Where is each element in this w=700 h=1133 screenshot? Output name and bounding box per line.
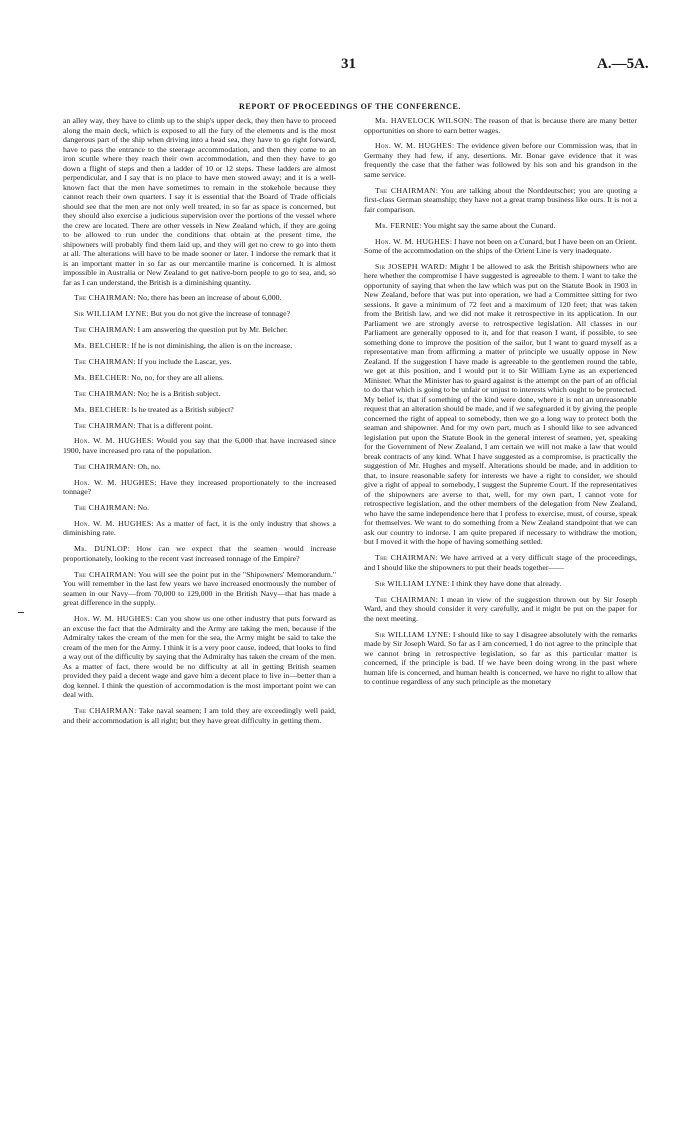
paragraph-text: : How can we expect that the seamen would increase proportionately, looking to the recent vast increased tonnage of the Empire?: [63, 544, 336, 563]
speaker-name: The CHAIRMAN: [74, 420, 134, 430]
speaker-name: The CHAIRMAN: [74, 461, 134, 471]
speaker-name: The CHAIRMAN: [74, 356, 134, 366]
paragraph: [364, 141, 637, 179]
margin-mark: [18, 612, 24, 613]
paragraph: [63, 389, 336, 399]
paragraph-text: : You might say the same about the Cunard.: [419, 220, 556, 230]
speaker-name: Sir WILLIAM LYNE: [375, 578, 448, 588]
paragraph: [63, 405, 336, 415]
paragraph: [364, 221, 637, 231]
speaker-name: Hon. W. M. HUGHES: [74, 436, 152, 446]
speaker-name: The CHAIRMAN: [74, 388, 134, 398]
paragraph: [364, 579, 637, 589]
paragraph-text: : Have they increased proportionately to the increased tonnage?: [63, 477, 336, 497]
right-column: [364, 116, 637, 1121]
paragraph-text: : I think they have done that already.: [447, 578, 562, 588]
paragraph: [364, 262, 637, 547]
speaker-name: Hon. W. M. HUGHES: [74, 614, 151, 624]
paragraph: [63, 325, 336, 335]
running-title: REPORT OF PROCEEDINGS OF THE CONFERENCE.: [239, 102, 461, 111]
paragraph: [63, 706, 336, 725]
paragraph: [63, 436, 336, 455]
speaker-name: Mr. BELCHER: [74, 341, 127, 351]
left-column: [63, 116, 336, 1121]
speaker-name: The CHAIRMAN: [74, 293, 134, 303]
speaker-name: Mr. HAVELOCK WILSON: [375, 116, 470, 125]
paragraph: [63, 293, 336, 303]
paragraph-text: : You will see the point put in the "Shipowners' Memorandum." You will remember in the last few years we have increased enormously the number of seamen in our Navy—from 70,000 to 129,000 in the British Navy—that has made a great difference in the supply.: [63, 569, 336, 608]
paragraph-text: : Would you say that the 6,000 that have increased since 1900, have increased pro rata of the population.: [63, 436, 336, 455]
speaker-name: Hon. W. M. HUGHES: [74, 477, 155, 487]
speaker-name: Mr. BELCHER: [74, 404, 127, 414]
paragraph: [63, 570, 336, 608]
paragraph-text: : That is a different point.: [133, 420, 213, 430]
speaker-name: The CHAIRMAN: [74, 569, 134, 579]
paragraph: [364, 630, 637, 687]
paragraph: [364, 237, 637, 256]
paragraph: [364, 116, 637, 135]
paragraph-text: : Is he treated as a British subject?: [127, 404, 234, 414]
paragraph: [63, 309, 336, 319]
paragraph-text: : Might I be allowed to ask the British shipowners who are here whether the compromise I have suggested is agreeable to them. I want to take the opportunity of saying that when the law which was put on the Statute Book in 1903 in New Zealand, before that was put into operation, we had a Committee sitting for two sessions. It gave a minimum of 72 feet and a maximum of 120 feet; that was taken from the British law, and we did not make it retrospective in its application. In our Parliament we are strongly averse to retrospective legislation. All classes in our Parliament are generally opposed to it, and for that reason I want, if possible, to see something done to improve the position of the sailor, but I want to guard myself as a representative man from affirming a matter of principle we usually oppose in New Zealand. If the suggestion I have made is agreeable to the gentlemen round the table, we get at this position, and I would put it to Sir William Lyne as an experienced Minister. What the Minister has to guard against is the attempt on the part of an official to do that which is going to be unfair or unjust to interests which ought to be protected. My belief is, that if something of the kind were done, where it is not an unreasonable request that an alteration should be made, and if we safeguarded it by giving the people concerned the right of appeal to somebody, then we go a long way to protect both the seaman and shipowner. And for my own part, much as I should like to see advanced legislation put upon the Statute Book in the general interest of seamen, yet, speaking for the Government of New Zealand, I am certain we will not make a law that would break contracts of any kind. What I have suggested as a compromise, is practically the suggestion of Mr. Hughes and myself. Alterations should be made, and in addition to that, to insure reasonable safety for interests we have a right to consider, we should give a right of appeal to somebody, I suggest the Supreme Court. If the representatives of the shipowners are averse to that, well, for my own part, I cannot vote for retrospective legislation, and the other members of the delegation from New Zealand, who have the same independence here that I profess to exercise, must, of course, speak for themselves. We want to do something from a New Zealand standpoint that we can ask our country to indorse. I am quite prepared if necessary to withdraw the motion, but I moved it with the hope of having something settled.: [364, 261, 637, 547]
paragraph-text: : I should like to say I disagree absolutely with the remarks made by Sir Joseph Ward. So far as I am concerned, I do not agree to the principle that we cannot bring in retrospective legislation, so far as this particular matter is concerned, if the principle is bad. If we have been doing wrong in the past where human life is concerned, and human health is concerned, we have no right to allow that to continue regardless of any such principle as the monetary: [364, 629, 637, 687]
paragraph: [63, 614, 336, 700]
paragraph: [364, 595, 637, 624]
speaker-name: The CHAIRMAN: [375, 185, 436, 195]
page-number: 31: [341, 56, 356, 72]
paragraph-text: : But you do not give the increase of tonnage?: [146, 309, 291, 319]
speaker-name: Mr. BELCHER: [74, 372, 127, 382]
paragraph-text: : Take naval seamen; I am told they are exceedingly well paid, and their accommodation is all right; but they have great difficulty in getting them.: [63, 706, 336, 725]
speaker-name: The CHAIRMAN: [74, 503, 134, 513]
paragraph-text: : We have arrived at a very difficult stage of the proceedings, and I should like the shipowners to put their heads together——: [364, 553, 637, 572]
paragraph: [63, 373, 336, 383]
paragraph: [63, 478, 336, 497]
paragraph: [63, 519, 336, 538]
speaker-name: Hon. W. M. HUGHES: [375, 141, 452, 151]
paragraph: [63, 357, 336, 367]
speaker-name: The CHAIRMAN: [74, 706, 135, 716]
speaker-name: Sir JOSEPH WARD: [375, 261, 445, 271]
paragraph: [63, 341, 336, 351]
paragraph: [63, 544, 336, 563]
paragraph-text: : No; he is a British subject.: [133, 388, 221, 398]
paragraph-text: an alley way, they have to climb up to the ship's upper deck, they then have to proceed along the main deck, which is exposed to all the fury of the elements and is the most dangerous part of the ship when driving into a head sea, they have to go right forward, have to pass the entrance to the steerage accommodation, and then they come to an iron scuttle where they reach their own accommodation, and then they have to go down a flight of steps and then a ladder of 10 or 12 steps. These ladders are almost perpendicular, and I say that is no place to have men stowed away; and it is a well-known fact that the men have sometimes to remain in the stokehole because they cannot reach their own quarters. I say it is essential that the Board of Trade officials should see that the men are not only well treated, in so far as space is concerned, but they should also exercise a judicious supervision over the portions of the vessel where the crew are located. There are other vessels in New Zealand which, if they are going to be allowed to run under the conditions that obtain at the present time, the shipowners will probably find them laid up, and they will get no crew to go into them at all. The alterations will have to be made sooner or later. I indorse the remark that it is an important matter in so far as our mercantile marine is concerned. It is almost impossible in Australia or New Zealand to get native-born people to go to sea, and, so far as I can understand, the British is a diminishing quantity.: [63, 116, 336, 287]
paragraph-text: : Can you show us one other industry that puts forward as an excuse the fact that the Admiralty and the Army are taking the men, because if the Admiralty takes the cream of the men for the sea, the Army might be said to take the cream of the men for the Army. I think it is a very poor cause, indeed, that looks to find a way out of the difficulty by saying that the Admiralty has taken the cream of the men. As a matter of fact, there would be no difficulty at all in getting British seamen provided they paid a decent wage and gave him a decent place to live in—better than a dog kennel. I think the question of accommodation is the most important point we can deal with.: [63, 614, 336, 700]
paragraph-text: : The reason of that is because there are many better opportunities on shore to earn better wages.: [364, 116, 637, 135]
paragraph: [364, 186, 637, 215]
paragraph: [63, 116, 336, 287]
paragraph-text: : No.: [133, 503, 150, 513]
speaker-name: The CHAIRMAN: [375, 553, 436, 563]
paragraph-text: : If you include the Lascar, yes.: [133, 356, 232, 366]
paragraph-text: : I have not been on a Cunard, but I have been on an Orient. Some of the accommodation on the ships of the Orient Line is very inadequate.: [364, 236, 637, 256]
paragraph-text: : As a matter of fact, it is the only industry that shows a diminishing rate.: [63, 518, 336, 538]
paragraph-text: : No, there has been an increase of about 6,000.: [133, 293, 282, 303]
speaker-name: Sir WILLIAM LYNE: [74, 309, 147, 319]
speaker-name: Mr. FERNIE: [375, 220, 420, 230]
paragraph: [63, 462, 336, 472]
speaker-name: Hon. W. M. HUGHES: [375, 236, 450, 246]
paragraph: [364, 553, 637, 572]
speaker-name: Mr. DUNLOP: [74, 544, 128, 554]
paragraph-text: : The evidence given before our Commission was, that in Germany they had few, if any, desertions. Mr. Bonar gave evidence that it was frequently the case that the father was followed by his son and his grandson in the same service.: [364, 141, 637, 179]
paragraph: [63, 421, 336, 431]
document-reference: A.—5A.: [597, 56, 649, 72]
speaker-name: The CHAIRMAN: [375, 594, 436, 604]
paragraph-text: : I mean in view of the suggestion thrown out by Sir Joseph Ward, and they should consider it very carefully, and it might be put on the paper for the next meeting.: [364, 594, 637, 623]
paragraph-text: : Oh, no.: [133, 461, 161, 471]
paragraph-text: : If he is not diminishing, the alien is on the increase.: [127, 341, 293, 351]
speaker-name: Sir WILLIAM LYNE: [375, 629, 449, 639]
speaker-name: The CHAIRMAN: [74, 325, 134, 335]
speaker-name: Hon. W. M. HUGHES: [74, 518, 152, 528]
paragraph-text: : No, no, for they are all aliens.: [127, 372, 224, 382]
paragraph-text: : I am answering the question put by Mr. Belcher.: [133, 325, 288, 335]
paragraph-text: : You are talking about the Norddeutscher; you are quoting a first-class German steamship; they have not a great tramp business like ours. It is not a fair comparison.: [364, 185, 637, 214]
paragraph: [63, 503, 336, 513]
